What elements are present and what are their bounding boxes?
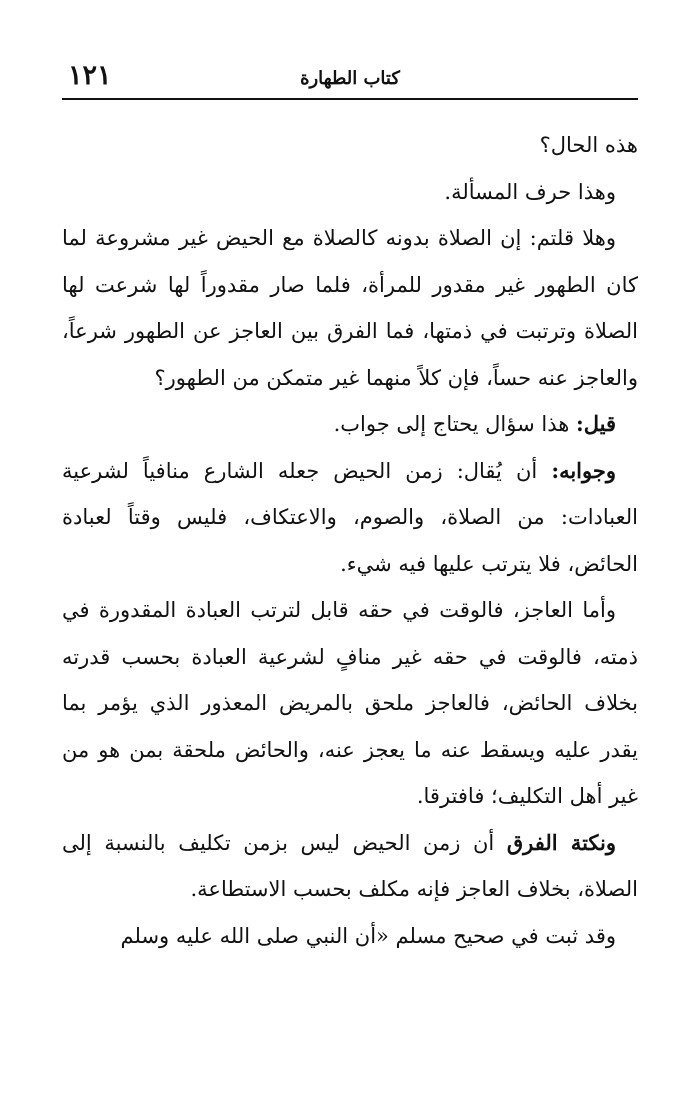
paragraph-text: هذه الحال؟	[539, 133, 638, 157]
header-rule	[62, 98, 638, 100]
paragraph	[62, 587, 638, 820]
paragraph	[62, 913, 638, 960]
page-number: ١٢١	[68, 60, 112, 91]
paragraph-text: وأما العاجز، فالوقت في حقه قابل لترتب العبادة المقدورة في ذمته، فالوقت في حقه غير منافٍ لشرعية العبادة بحسب قدرته بخلاف الحائض، فالعاجز ملحق بالمريض المعذور الذي يؤمر بما يقدر عليه ويسقط عنه ما يعجز عنه، والحائض ملحقة بمن هو من غير أهل التكليف؛ فافترقا.	[62, 598, 638, 808]
paragraph	[62, 401, 638, 448]
page-header	[62, 58, 638, 98]
paragraph-text: وقد ثبت في صحيح مسلم «أن النبي صلى الله عليه وسلم	[120, 923, 616, 948]
paragraph-text: أن يُقال: زمن الحيض جعله الشارع منافياً لشرعية العبادات: من الصلاة، والصوم، والاعتكاف، فليس وقتاً لعبادة الحائض، فلا يترتب عليها فيه شيء.	[62, 458, 638, 576]
paragraph	[62, 169, 638, 216]
paragraph	[62, 215, 638, 401]
paragraph-text: أن زمن الحيض ليس بزمن تكليف بالنسبة إلى الصلاة، بخلاف العاجز فإنه مكلف بحسب الاستطاعة.	[62, 830, 638, 901]
paragraph-text: وهلا قلتم: إن الصلاة بدونه كالصلاة مع الحيض غير مشروعة لما كان الطهور غير مقدور للمرأة، فلما صار مقدوراً لها شرعت لها الصلاة وترتبت في ذمتها، فما الفرق بين العاجز عن الطهور شرعاً، والعاجز عنه حساً، فإن كلاً منهما غير متمكن من الطهور؟	[62, 226, 638, 390]
body-text	[62, 122, 638, 959]
paragraph-text: هذا سؤال يحتاج إلى جواب.	[333, 412, 576, 436]
paragraph	[62, 448, 638, 588]
running-title: كتاب الطهارة	[300, 68, 400, 89]
paragraph	[62, 122, 638, 169]
paragraph-text: وهذا حرف المسألة.	[444, 179, 616, 204]
paragraph-lead: قيل:	[575, 411, 616, 436]
paragraph-lead: ونكتة الفرق	[506, 829, 616, 855]
paragraph	[62, 820, 638, 913]
paragraph-lead: وجوابه:	[551, 457, 616, 483]
